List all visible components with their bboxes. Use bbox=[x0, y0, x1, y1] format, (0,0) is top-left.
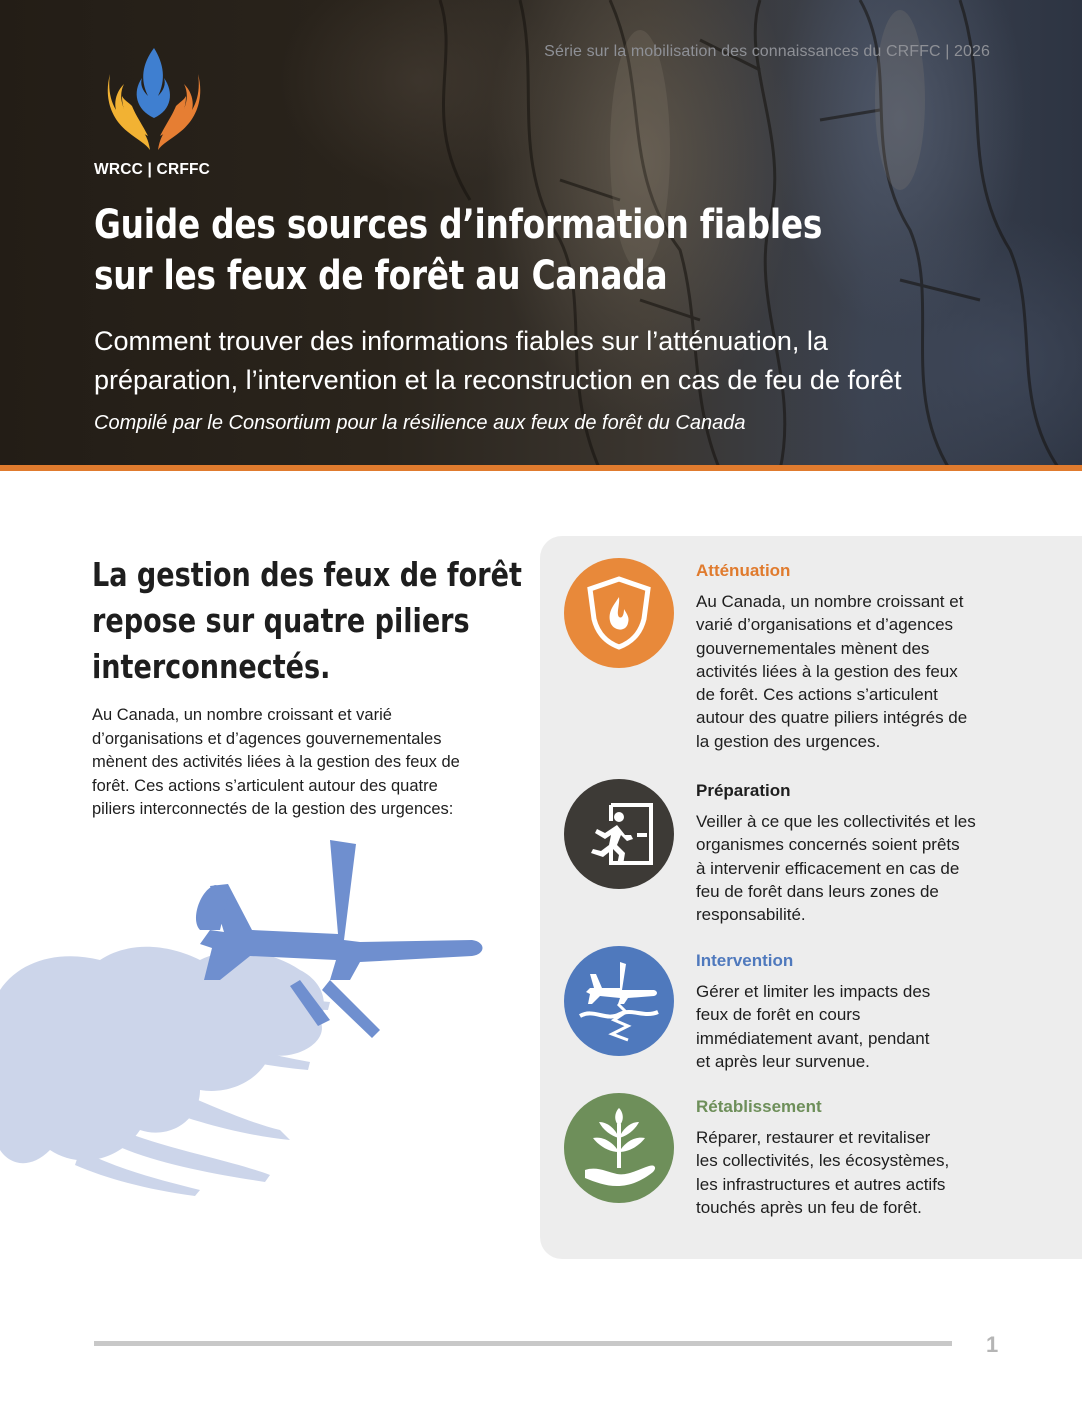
pillars-panel bbox=[540, 536, 1082, 1259]
pillar-text-line: feux de forêt en cours bbox=[696, 1005, 861, 1025]
header-divider bbox=[0, 465, 1082, 471]
footer-divider bbox=[94, 1341, 952, 1346]
pillar-description bbox=[696, 590, 1016, 753]
flame-logo-icon bbox=[102, 44, 206, 154]
subtitle-line: Comment trouver des informations fiables sur l’atténuation, la bbox=[94, 326, 828, 356]
intro-line: piliers interconnectés de la gestion des urgences: bbox=[92, 800, 454, 818]
pillar-text-line: organismes concernés soient prêts bbox=[696, 835, 960, 855]
pillar-text-line: Gérer et limiter les impacts des bbox=[696, 982, 931, 1001]
water-bomber-illustration bbox=[0, 830, 500, 1200]
pillar-description bbox=[696, 810, 1016, 926]
pillar-text-line: Au Canada, un nombre croissant et bbox=[696, 592, 964, 611]
wrcc-logo bbox=[94, 44, 216, 184]
pillar-text-line: touchés après un feu de forêt. bbox=[696, 1197, 922, 1217]
pillar-text-line: à intervenir efficacement en cas de bbox=[696, 858, 960, 878]
pillar-text-line: varié d’organisations et d’agences bbox=[696, 615, 954, 635]
pillar-title: Préparation bbox=[696, 781, 791, 800]
intro-paragraph bbox=[92, 704, 504, 822]
compiled-by: Compilé par le Consortium pour la résilience aux feux de forêt du Canada bbox=[94, 412, 746, 434]
pillar-text-line: activités liées à la gestion des feux bbox=[696, 661, 958, 681]
pillar-text-line: et après leur survenue. bbox=[696, 1051, 870, 1071]
logo-text: WRCC | CRFFC bbox=[94, 161, 211, 178]
pillar-text-line: autour des quatre piliers intégrés de bbox=[696, 708, 968, 728]
pillar-text-line: Veiller à ce que les collectivités et les bbox=[696, 812, 976, 831]
heading-line: La gestion des feux de forêt bbox=[92, 555, 522, 594]
intro-line: mènent des activités liées à la gestion des feux de bbox=[92, 753, 460, 771]
title-line: sur les feux de forêt au Canada bbox=[94, 253, 668, 299]
pillar-text-line: feu de forêt dans leurs zones de bbox=[696, 881, 939, 901]
emergency-exit-icon bbox=[564, 779, 674, 889]
intro-line: d’organisations et d’agences gouvernementales bbox=[92, 729, 442, 748]
pillar-text-line: immédiatement avant, pendant bbox=[696, 1028, 930, 1048]
seedling-hand-icon bbox=[564, 1093, 674, 1203]
pillar-text-line: la gestion des urgences. bbox=[696, 731, 881, 751]
pillar-title: Intervention bbox=[696, 951, 794, 970]
pillar-text-line: responsabilité. bbox=[696, 905, 806, 925]
pillar-text-line: de forêt. Ces actions s’articulent bbox=[696, 685, 938, 705]
heading-line: repose sur quatre piliers bbox=[92, 601, 470, 640]
pillar-text-line: gouvernementales mènent des bbox=[696, 638, 930, 658]
pillar-text-line: Réparer, restaurer et revitaliser bbox=[696, 1128, 931, 1147]
pillar-title: Atténuation bbox=[696, 561, 791, 580]
fire-shield-icon bbox=[564, 558, 674, 668]
pillar-text-line: les collectivités, les écosystèmes, bbox=[696, 1151, 950, 1171]
pillar-description bbox=[696, 1126, 1016, 1219]
section-heading bbox=[92, 552, 522, 690]
series-label: Série sur la mobilisation des connaissances du CRFFC | 2026 bbox=[544, 43, 990, 60]
water-bomber-icon bbox=[564, 946, 674, 1056]
pillar-description bbox=[696, 980, 1016, 1073]
pillar-text-line: les infrastructures et autres actifs bbox=[696, 1174, 946, 1194]
intro-line: Au Canada, un nombre croissant et varié bbox=[92, 706, 392, 724]
page-number: 1 bbox=[986, 1332, 999, 1357]
intro-line: forêt. Ces actions s’articulent autour des quatre bbox=[92, 776, 438, 795]
subtitle-line: préparation, l’intervention et la reconstruction en cas de feu de forêt bbox=[94, 365, 902, 395]
heading-line: interconnectés. bbox=[92, 647, 331, 686]
page-title bbox=[94, 200, 832, 302]
pillar-title: Rétablissement bbox=[696, 1097, 822, 1116]
header-banner bbox=[0, 0, 1082, 470]
title-line: Guide des sources d’information fiables bbox=[94, 202, 823, 248]
page-subtitle bbox=[94, 322, 994, 400]
